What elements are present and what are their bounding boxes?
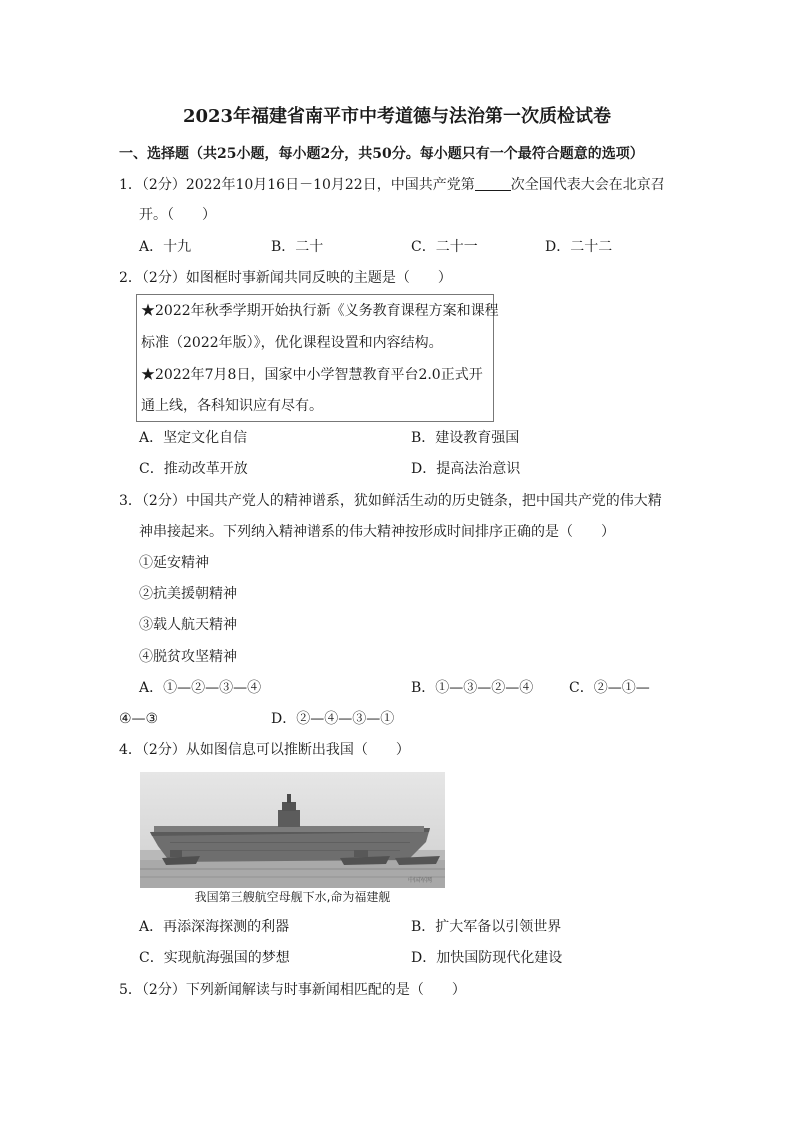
photo-watermark: 中国军网	[408, 877, 433, 884]
question-3-line-1: 3．（2分）中国共产党人的精神谱系，犹如鲜活生动的历史链条，把中国共产党的伟大精	[119, 493, 662, 509]
question-3-option-a: A．①—②—③—④	[139, 680, 262, 696]
question-4-option-c: C．实现航海强国的梦想	[139, 950, 290, 966]
aircraft-carrier-photo	[140, 772, 445, 888]
photo-caption: 我国第三艘航空母舰下水,命为福建舰	[194, 890, 391, 904]
aircraft-carrier-illustration	[140, 772, 445, 888]
question-1-text-b: 次全国代表大会在北京召	[510, 177, 665, 193]
question-5-stem: 5．（2分）下列新闻解读与时事新闻相匹配的是（ ）	[119, 982, 466, 998]
section-heading: 一、选择题（共25小题，每小题2分，共50分。每小题只有一个最符合题意的选项）	[119, 146, 644, 162]
question-3-option-c-continued: ④—③	[119, 711, 159, 727]
question-4-option-d: D．加快国防现代化建设	[411, 950, 563, 966]
question-4-option-a: A．再添深海探测的利器	[139, 919, 290, 935]
news-line-4: 通上线，各科知识应有尽有。	[141, 398, 323, 414]
question-1-option-a: A．十九	[139, 239, 192, 255]
question-4-option-b: B．扩大军备以引领世界	[411, 919, 562, 935]
question-3-line-2: 神串接起来。下列纳入精神谱系的伟大精神按形成时间排序正确的是（ ）	[139, 524, 615, 540]
exam-title: 2023年福建省南平市中考道德与法治第一次质检试卷	[182, 106, 612, 127]
question-2-stem: 2．（2分）如图框时事新闻共同反映的主题是（ ）	[119, 270, 452, 286]
question-2-option-a: A．坚定文化自信	[139, 430, 248, 446]
question-1-option-b: B．二十	[271, 239, 324, 255]
question-3-item-4: ④脱贫攻坚精神	[139, 649, 237, 665]
question-2-option-d: D．提高法治意识	[411, 461, 521, 477]
question-1-line-2: 开。（ ）	[139, 207, 216, 223]
news-box	[136, 294, 499, 422]
question-3-item-3: ③载人航天精神	[139, 617, 237, 633]
question-1-option-c: C．二十一	[411, 239, 478, 255]
question-4-stem: 4．（2分）从如图信息可以推断出我国（ ）	[119, 742, 410, 758]
question-1-option-d: D．二十二	[545, 239, 613, 255]
question-3-item-1: ①延安精神	[139, 555, 209, 571]
question-3-option-c: C．②—①—	[569, 680, 650, 696]
question-1-line-1	[119, 175, 665, 195]
answer-blank	[475, 176, 511, 191]
question-3-item-2: ②抗美援朝精神	[139, 586, 237, 602]
question-1-text-a: 1．（2分）2022年10月16日－10月22日，中国共产党第	[119, 177, 475, 193]
news-line-2: 标准（2022年版）》，优化课程设置和内容结构。	[141, 335, 443, 351]
question-2-option-c: C．推动改革开放	[139, 461, 248, 477]
news-line-3: ★2022年7月8日，国家中小学智慧教育平台2.0正式开	[141, 367, 483, 383]
question-3-option-b: B．①—③—②—④	[411, 680, 534, 696]
news-line-1: ★2022年秋季学期开始执行新《义务教育课程方案和课程	[141, 303, 499, 319]
question-2-option-b: B．建设教育强国	[411, 430, 520, 446]
question-3-option-d: D．②—④—③—①	[271, 711, 395, 727]
